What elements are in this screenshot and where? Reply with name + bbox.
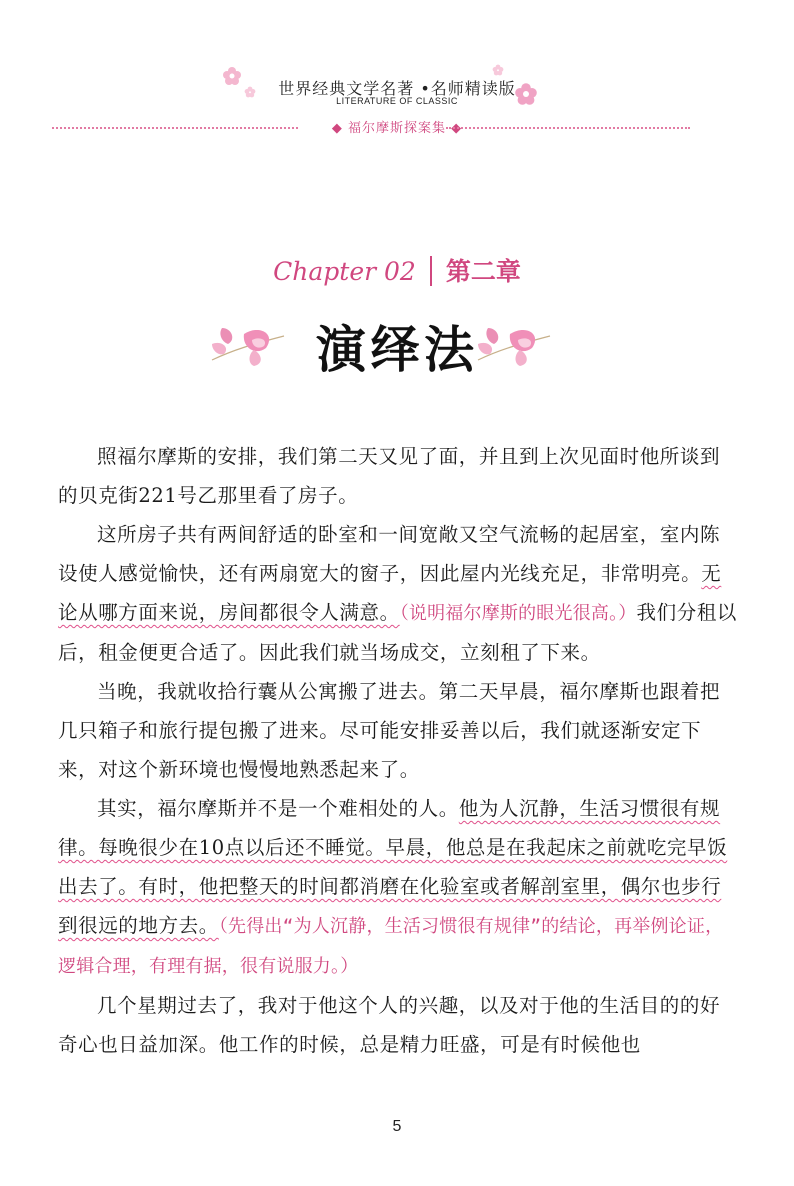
annotation-note: （先得出“为人沉静，生活习惯很有规律”的结论，再举例论证，逻辑合理，有理有据，很有说服力。） xyxy=(58,916,724,977)
highlighted-sentence: 他为人沉静，生活习惯很有规律。每晚很少在10点以后还不睡觉。早晨，他总是在我起床之前就吃完早饭出去了。有时，他把整天的时间都消磨在化验室或者解剖室里，偶尔也步行到很远的地方去。 xyxy=(58,797,728,937)
chapter-body xyxy=(58,437,738,1064)
series-subtitle: LITERATURE OF CLASSIC xyxy=(336,96,458,106)
paragraph-text: 这所房子共有两间舒适的卧室和一间宽敞又空气流畅的起居室，室内陈设使人感觉愉快，还有两扇宽大的窗子，因此屋内光线充足，非常明亮。 xyxy=(58,523,721,585)
blossom-right-icon xyxy=(474,320,554,370)
chapter-number-en: Chapter 02 xyxy=(273,257,416,286)
chapter-label xyxy=(0,252,794,288)
chapter-number-cn: 第二章 xyxy=(445,257,521,286)
book-title: ◆ 福尔摩斯探案集 ◆ xyxy=(331,121,463,136)
page-header xyxy=(0,62,794,142)
chapter-divider xyxy=(430,256,432,286)
flower-icon xyxy=(492,64,504,76)
header-divider-right xyxy=(446,127,690,129)
paragraph-text: 其实，福尔摩斯并不是一个难相处的人。 xyxy=(97,797,459,820)
paragraph: 照福尔摩斯的安排，我们第二天又见了面，并且到上次见面时他所谈到的贝克街221号乙那里看了房子。 xyxy=(58,445,721,507)
chapter-title: 演绎法 xyxy=(316,321,478,379)
paragraph-text: 我们分租以后，租金便更合适了。因此我们就当场成交，立刻租了下来。 xyxy=(58,601,738,664)
paragraph: 几个星期过去了，我对于他这个人的兴趣，以及对于他的生活目的的好奇心也日益加深。他工作的时候，总是精力旺盛，可是有时候他也 xyxy=(58,994,721,1056)
paragraph: 当晚，我就收拾行囊从公寓搬了进去。第二天早晨，福尔摩斯也跟着把几只箱子和旅行提包搬了进来。尽可能安排妥善以后，我们就逐渐安定下来，对这个新环境也慢慢地熟悉起来了。 xyxy=(58,680,721,781)
annotation-note: （说明福尔摩斯的眼光很高。） xyxy=(399,603,637,624)
page-number: 5 xyxy=(392,1118,402,1135)
highlighted-sentence: 无论从哪方面来说，房间都很令人满意。 xyxy=(58,562,722,624)
paragraph xyxy=(58,515,738,672)
paragraph xyxy=(58,789,738,986)
series-title: 世界经典文学名著 •名师精读版 xyxy=(278,79,516,98)
